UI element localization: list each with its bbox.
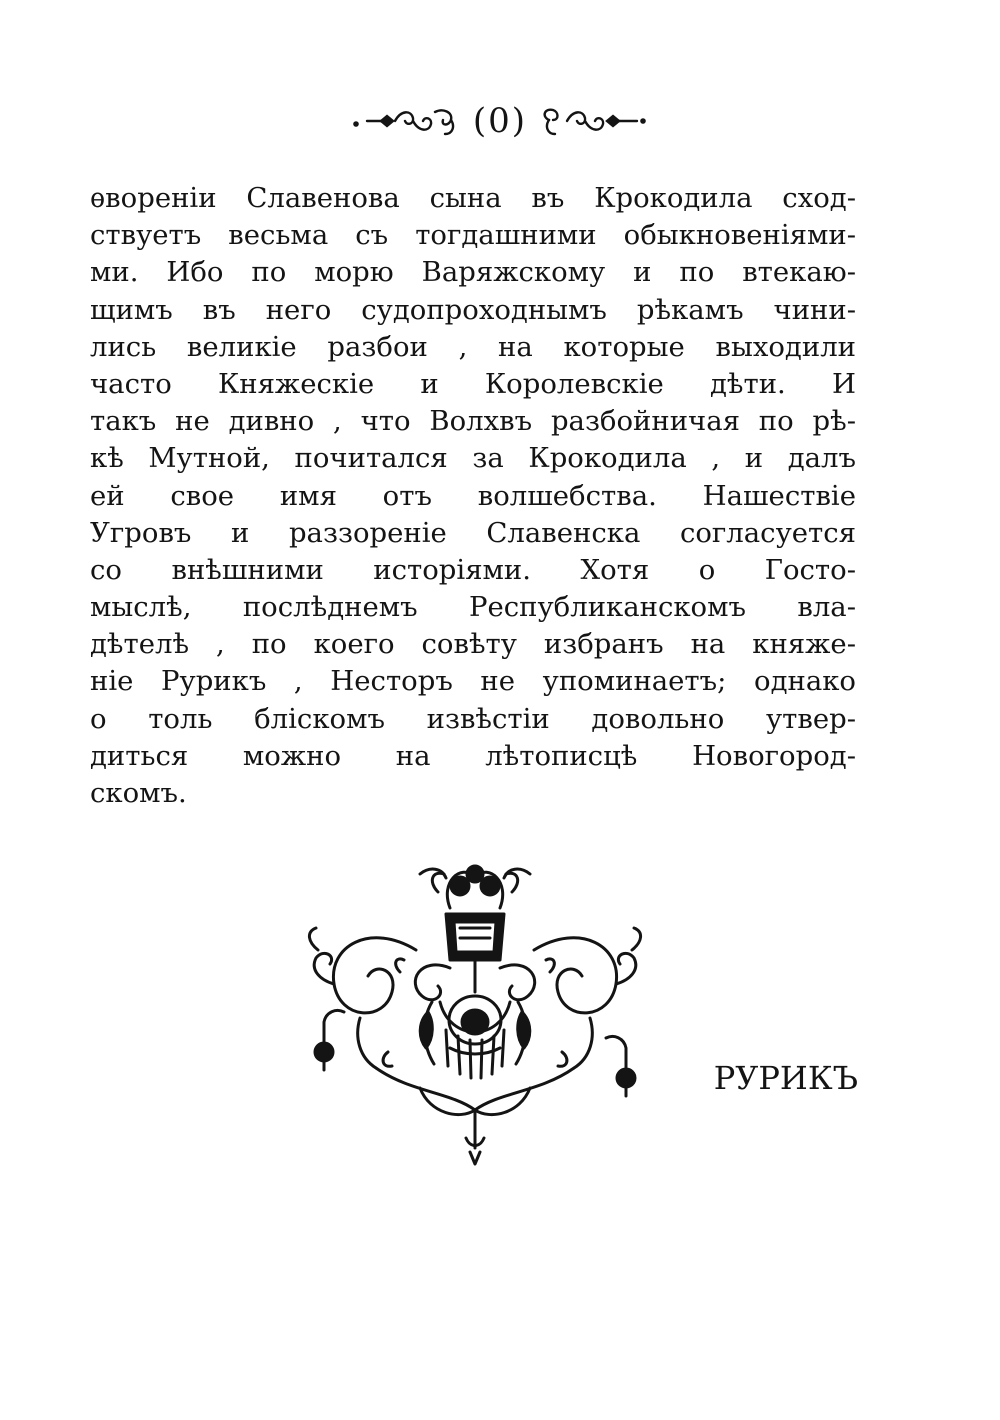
text-line: диться можно на лѣтописцѣ Новогород- [90,739,856,772]
text-line: такъ не дивно , что Волхвъ разбойничая по рѣ- [90,405,856,438]
text-line: кѣ Мутной, почитался за Крокодила , и далъ [90,442,856,475]
left-head-ornament-icon [351,104,463,138]
page-number: (0) [472,101,528,141]
text-line: ѳвореніи Славенова сына въ Крокодила сход- [90,182,856,214]
text-line: мыслѣ, послѣднемъ Республиканскомъ вла- [90,591,856,624]
catchword: РУРИКЪ [713,1059,858,1097]
text-line: о толь бліскомъ извѣстіи довольно утвер- [90,702,856,735]
text-line: со внѣшними исторіями. Хотя о Госто- [90,553,856,586]
text-line: ей свое имя отъ волшебства. Нашествіе [90,479,856,512]
text-line: скомъ. [90,777,187,809]
body-text [90,180,856,812]
right-head-ornament-icon [537,104,649,138]
text-line: ми. Ибо по морю Варяжскому и по втекаю- [90,256,856,289]
text-line: ніе Рурикъ , Несторъ не упоминаетъ; однако [90,665,856,698]
running-head [0,96,1000,146]
text-line: часто Княжескіе и Королевскіе дѣти. И [90,367,856,400]
text-line: щимъ въ него судопроходнымъ рѣкамъ чини- [90,293,856,326]
text-line: дѣтелѣ , по коего совѣту избранъ на княже- [90,628,856,661]
text-line: лись великіе разбои , на которые выходили [90,330,856,363]
text-line: Угровъ и раззореніе Славенска согласуется [90,516,856,549]
fleuron-ornament-icon [300,852,650,1170]
text-line: ствуетъ весьма съ тогдашними обыкновеніями- [90,219,856,252]
